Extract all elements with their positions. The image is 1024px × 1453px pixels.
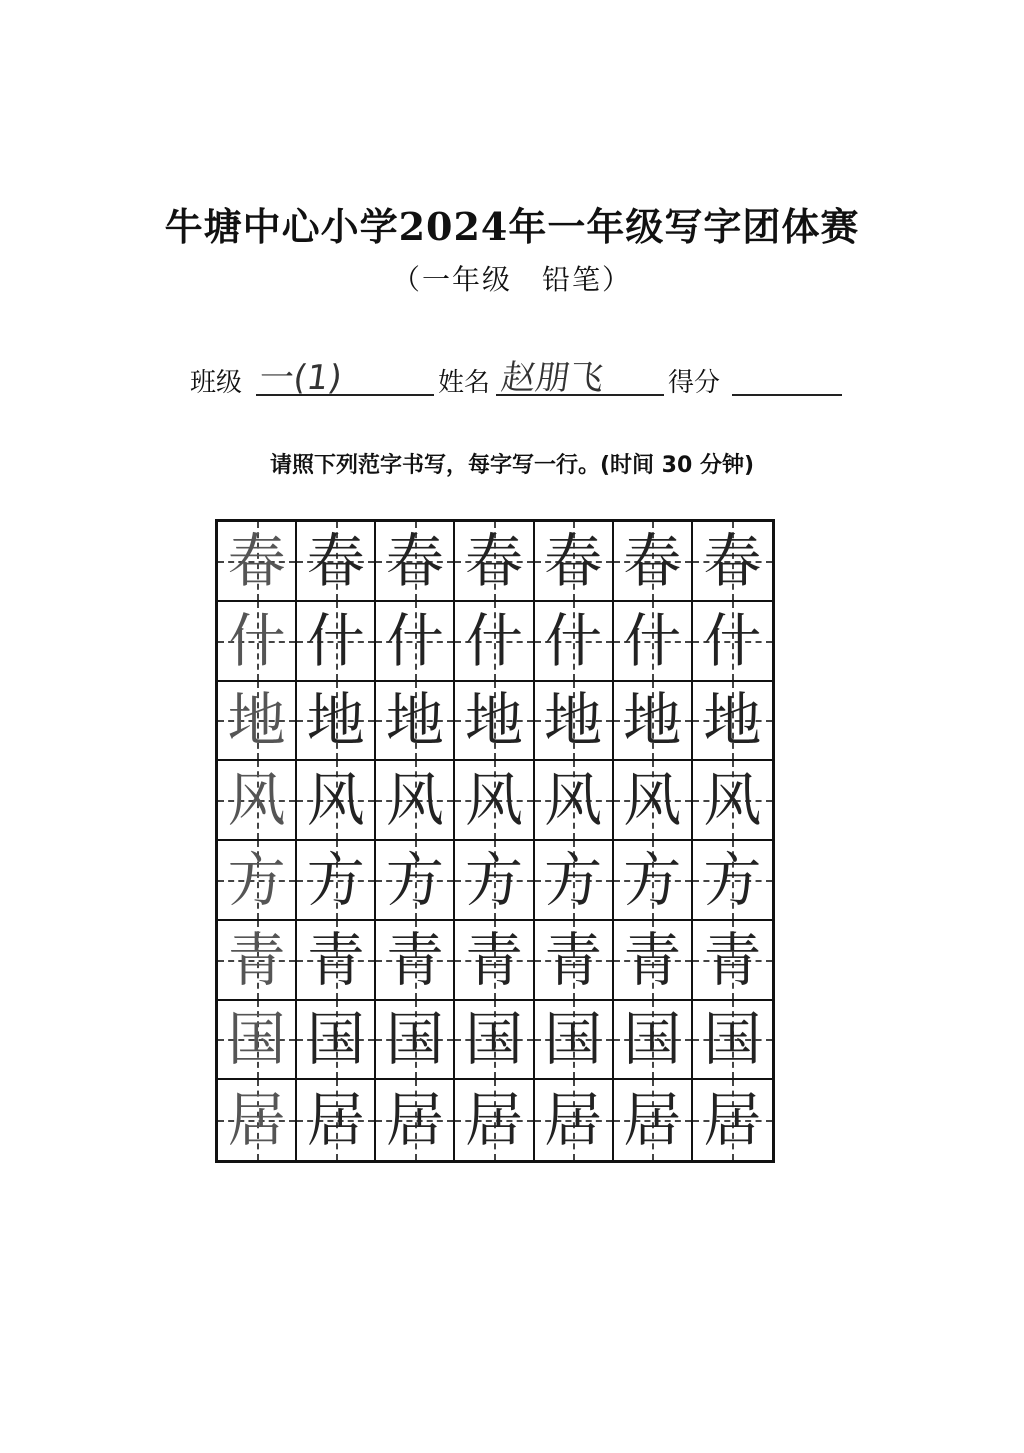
worksheet-title: 牛塘中心小学2024年一年级写字团体赛 xyxy=(164,204,860,249)
practice-character-cell xyxy=(614,761,693,841)
practice-character-cell xyxy=(376,921,455,1001)
practice-character-cell xyxy=(297,921,376,1001)
practice-character: 青 xyxy=(385,925,444,994)
writing-grid xyxy=(215,519,775,1163)
practice-character-cell xyxy=(455,522,534,602)
class-label: 班级 xyxy=(190,368,243,398)
practice-character: 春 xyxy=(703,526,762,595)
model-character: 风 xyxy=(227,766,286,835)
practice-character-cell xyxy=(455,841,534,921)
practice-character-cell xyxy=(535,1001,614,1081)
practice-character-cell xyxy=(693,682,772,762)
practice-character-cell xyxy=(455,1001,534,1081)
model-character-cell xyxy=(218,1001,297,1081)
name-label: 姓名 xyxy=(438,368,491,398)
practice-character-cell xyxy=(693,602,772,682)
practice-character-cell xyxy=(614,1001,693,1081)
practice-character: 地 xyxy=(306,686,365,755)
practice-character-cell xyxy=(535,761,614,841)
model-character: 地 xyxy=(227,686,286,755)
practice-character-cell xyxy=(535,522,614,602)
practice-character: 什 xyxy=(306,606,365,675)
practice-character-cell xyxy=(535,841,614,921)
score-label: 得分 xyxy=(668,368,721,398)
model-character: 什 xyxy=(227,606,286,675)
model-character-cell xyxy=(218,522,297,602)
practice-character-cell xyxy=(297,1001,376,1081)
practice-character: 国 xyxy=(306,1005,365,1074)
practice-character-cell xyxy=(693,841,772,921)
practice-character: 风 xyxy=(623,766,682,835)
name-value: 赵朋飞 xyxy=(498,358,607,398)
practice-character: 春 xyxy=(306,526,365,595)
practice-character-cell xyxy=(376,522,455,602)
class-field-line[interactable] xyxy=(256,394,434,396)
practice-character-cell xyxy=(297,761,376,841)
practice-character: 青 xyxy=(306,925,365,994)
class-value: 一(1) xyxy=(256,358,345,398)
practice-character: 什 xyxy=(385,606,444,675)
practice-character-cell xyxy=(455,921,534,1001)
practice-character-cell xyxy=(376,602,455,682)
practice-character: 方 xyxy=(544,845,603,914)
practice-character-cell xyxy=(614,841,693,921)
practice-character: 方 xyxy=(623,845,682,914)
practice-character: 地 xyxy=(703,686,762,755)
practice-character-cell xyxy=(376,1001,455,1081)
practice-character: 春 xyxy=(464,526,523,595)
practice-character: 春 xyxy=(623,526,682,595)
practice-character: 地 xyxy=(385,686,444,755)
practice-character: 风 xyxy=(464,766,523,835)
model-character: 春 xyxy=(227,526,286,595)
practice-character: 居 xyxy=(464,1086,523,1155)
practice-character-cell xyxy=(535,921,614,1001)
practice-character-cell xyxy=(614,1080,693,1160)
practice-character-cell xyxy=(376,841,455,921)
practice-character-cell xyxy=(614,921,693,1001)
practice-character-cell xyxy=(693,1080,772,1160)
practice-character: 居 xyxy=(306,1086,365,1155)
model-character: 国 xyxy=(227,1005,286,1074)
model-character: 方 xyxy=(227,845,286,914)
practice-character-cell xyxy=(455,602,534,682)
practice-character-cell xyxy=(614,522,693,602)
practice-character: 国 xyxy=(544,1005,603,1074)
instruction-text: 请照下列范字书写，每字写一行。(时间 30 分钟) xyxy=(269,453,755,478)
practice-character-cell xyxy=(297,602,376,682)
practice-character: 国 xyxy=(464,1005,523,1074)
practice-character-cell xyxy=(614,682,693,762)
model-character-cell xyxy=(218,602,297,682)
practice-character: 春 xyxy=(385,526,444,595)
practice-character-cell xyxy=(376,1080,455,1160)
model-character-cell xyxy=(218,761,297,841)
practice-character: 青 xyxy=(623,925,682,994)
practice-character-cell xyxy=(455,1080,534,1160)
practice-character-cell xyxy=(535,602,614,682)
practice-character: 地 xyxy=(544,686,603,755)
model-character: 青 xyxy=(227,925,286,994)
practice-character: 风 xyxy=(544,766,603,835)
practice-character-cell xyxy=(297,841,376,921)
model-character-cell xyxy=(218,921,297,1001)
name-field-line[interactable] xyxy=(496,394,664,396)
practice-character: 青 xyxy=(464,925,523,994)
practice-character-cell xyxy=(693,522,772,602)
practice-character-cell xyxy=(535,682,614,762)
practice-character: 什 xyxy=(544,606,603,675)
practice-character: 风 xyxy=(385,766,444,835)
practice-character: 国 xyxy=(623,1005,682,1074)
practice-character: 春 xyxy=(544,526,603,595)
practice-character-cell xyxy=(297,1080,376,1160)
practice-character: 什 xyxy=(623,606,682,675)
practice-character: 风 xyxy=(306,766,365,835)
practice-character-cell xyxy=(693,1001,772,1081)
practice-character: 风 xyxy=(703,766,762,835)
practice-character-cell xyxy=(376,682,455,762)
practice-character: 什 xyxy=(703,606,762,675)
practice-character: 居 xyxy=(385,1086,444,1155)
practice-character: 青 xyxy=(703,925,762,994)
practice-character-cell xyxy=(297,522,376,602)
practice-character-cell xyxy=(614,602,693,682)
practice-character: 青 xyxy=(544,925,603,994)
practice-character: 方 xyxy=(385,845,444,914)
practice-character-cell xyxy=(376,761,455,841)
practice-character-cell xyxy=(455,682,534,762)
score-field-line[interactable] xyxy=(732,394,842,396)
model-character-cell xyxy=(218,1080,297,1160)
practice-character: 地 xyxy=(623,686,682,755)
practice-character-cell xyxy=(693,921,772,1001)
practice-character-cell xyxy=(455,761,534,841)
practice-character: 居 xyxy=(544,1086,603,1155)
practice-character-cell xyxy=(297,682,376,762)
practice-character: 方 xyxy=(306,845,365,914)
practice-character: 地 xyxy=(464,686,523,755)
practice-character: 什 xyxy=(464,606,523,675)
model-character: 居 xyxy=(227,1086,286,1155)
model-character-cell xyxy=(218,682,297,762)
practice-character: 居 xyxy=(703,1086,762,1155)
worksheet-subtitle: （一年级 铅笔） xyxy=(391,263,632,296)
practice-character-cell xyxy=(693,761,772,841)
practice-character: 方 xyxy=(703,845,762,914)
practice-character: 国 xyxy=(385,1005,444,1074)
model-character-cell xyxy=(218,841,297,921)
practice-character: 国 xyxy=(703,1005,762,1074)
practice-character-cell xyxy=(535,1080,614,1160)
practice-character: 居 xyxy=(623,1086,682,1155)
practice-character: 方 xyxy=(464,845,523,914)
